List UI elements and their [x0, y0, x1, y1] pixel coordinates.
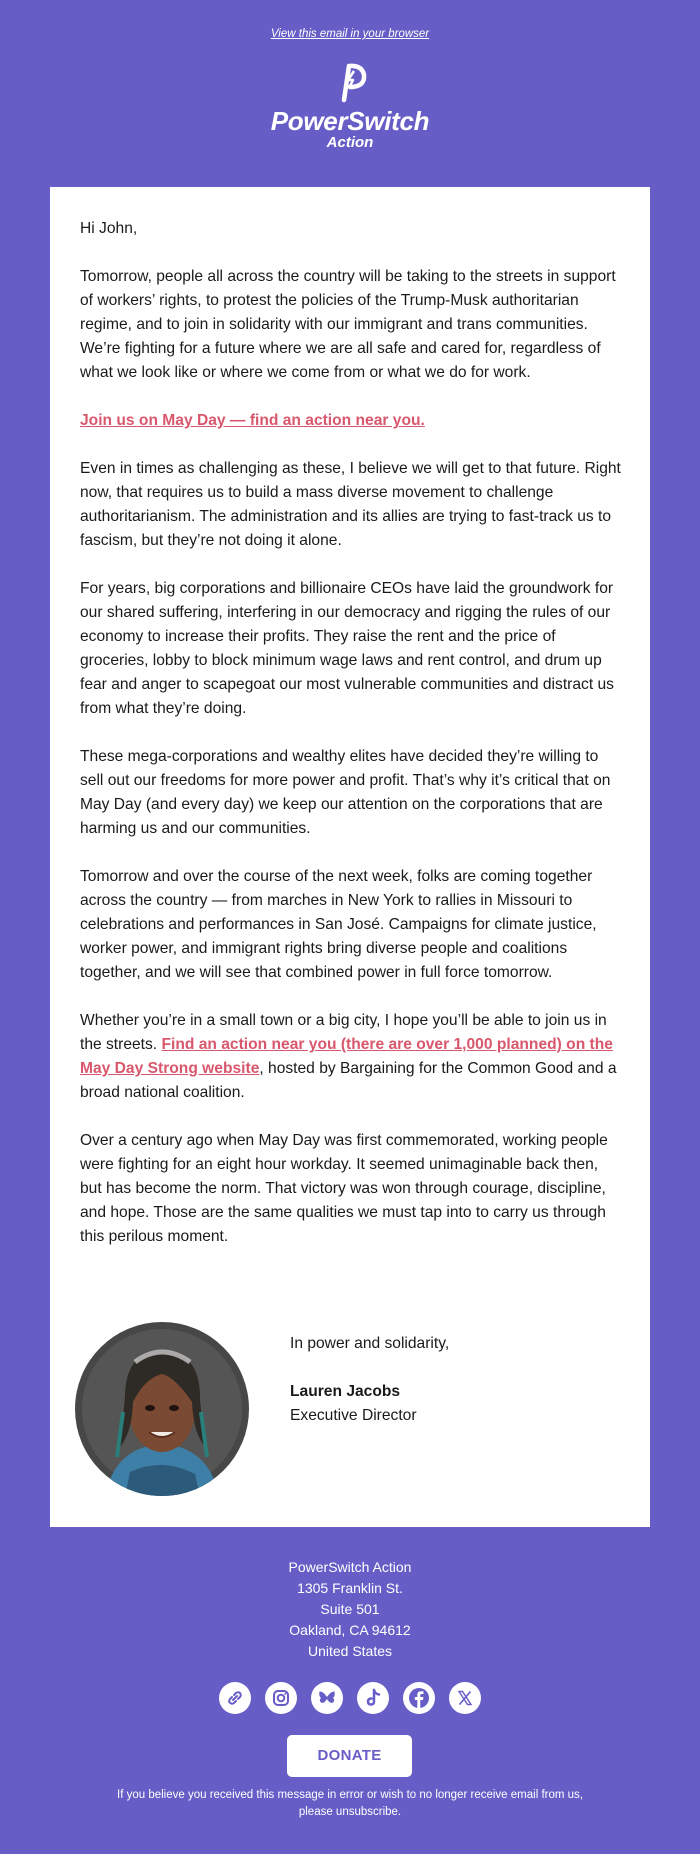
email-body [80, 217, 622, 1273]
paragraph-1: Tomorrow, people all across the country will be taking to the streets in support of workers’ rights, to protest the policies of the Trump-Musk authoritarian regime, and to join in solidarity with our immigrant and trans communities. We’re fighting for a future where we are all safe and cared for, regardless of what we look like or where we come from or what we do for work. [80, 268, 616, 381]
legal-line-1: If you believe you received this message in error or wish to no longer receive email from us, [117, 1789, 583, 1801]
cta-paragraph [80, 409, 622, 433]
footer-country: United States [307, 1643, 393, 1659]
closing-text: In power and solidarity, [290, 1335, 450, 1352]
paragraph-5: Tomorrow and over the course of the next week, folks are coming together across the country — from marches in New York to rallies in Missouri to celebrations and performances in San José. Campaigns for climate justice, worker power, and immigrant rights bring diverse people and coalitions together, and we will see that combined power in full force tomorrow. [80, 868, 597, 981]
tiktok-icon[interactable] [357, 1682, 389, 1714]
paragraph-4: These mega-corporations and wealthy elites have decided they’re willing to sell out our freedoms for more power and profit. That’s why it’s critical that on May Day (and every day) we keep our attention on the corporations that are harming us and our communities. [80, 748, 611, 837]
view-in-browser-link[interactable]: View this email in your browser [270, 28, 430, 40]
greeting: Hi John, [80, 220, 138, 237]
avatar [75, 1322, 249, 1496]
paragraph-6-text-end: , hosted by Bargaining for the Common Good and a broad national coalition. [80, 1060, 617, 1101]
footer-street: 1305 Franklin St. [297, 1580, 403, 1596]
social-links [0, 1682, 700, 1714]
paragraph-6 [80, 1009, 622, 1105]
footer-suite: Suite 501 [320, 1601, 380, 1617]
signature-block [290, 1332, 449, 1428]
footer-org: PowerSwitch Action [288, 1559, 412, 1575]
paragraph-6-text: Whether you’re in a small town or a big city, I hope you’ll be able to join us in the streets. [80, 1012, 607, 1053]
donate-button[interactable]: DONATE [287, 1735, 412, 1777]
link-icon[interactable] [219, 1682, 251, 1714]
find-action-link[interactable]: Find an action near you (there are over 1,000 planned) on the May Day Strong website [80, 1036, 613, 1077]
footer-city: Oakland, CA 94612 [289, 1622, 411, 1638]
signer-name: Lauren Jacobs [290, 1383, 401, 1400]
signer-title: Executive Director [290, 1407, 417, 1424]
portrait-photo [75, 1322, 249, 1496]
x-icon[interactable] [449, 1682, 481, 1714]
bluesky-icon[interactable] [311, 1682, 343, 1714]
instagram-icon[interactable] [265, 1682, 297, 1714]
footer-address [0, 1557, 700, 1662]
may-day-cta-link[interactable]: Join us on May Day — find an action near you. [80, 412, 425, 429]
email-card [50, 187, 650, 1527]
paragraph-7: Over a century ago when May Day was first commemorated, working people were fighting for an eight hour workday. It seemed unimaginable back then, but has become the norm. That victory was won through courage, discipline, and hope. Those are the same qualities we must tap into to carry us through this perilous moment. [80, 1132, 608, 1245]
lightning-p-logo-icon [328, 62, 372, 104]
powerswitch-logo[interactable] [0, 62, 700, 151]
legal-line-2[interactable]: please unsubscribe. [298, 1806, 402, 1818]
paragraph-2: Even in times as challenging as these, I believe we will get to that future. Right now, that requires us to build a mass diverse movement to challenge authoritarianism. The administration and its allies are trying to fast-track us to fascism, but they’re not doing it alone. [80, 460, 621, 549]
legal-notice [0, 1787, 700, 1821]
logo-wordmark: PowerSwitch [270, 106, 430, 136]
facebook-icon[interactable] [403, 1682, 435, 1714]
paragraph-3: For years, big corporations and billionaire CEOs have laid the groundwork for our shared suffering, interfering in our democracy and rigging the rules of our economy to increase their profits. They raise the rent and the price of groceries, lobby to block minimum wage laws and rent control, and drum up fear and anger to scapegoat our most vulnerable communities and distract us from what they’re doing. [80, 580, 614, 717]
logo-subword: Action [326, 134, 374, 151]
